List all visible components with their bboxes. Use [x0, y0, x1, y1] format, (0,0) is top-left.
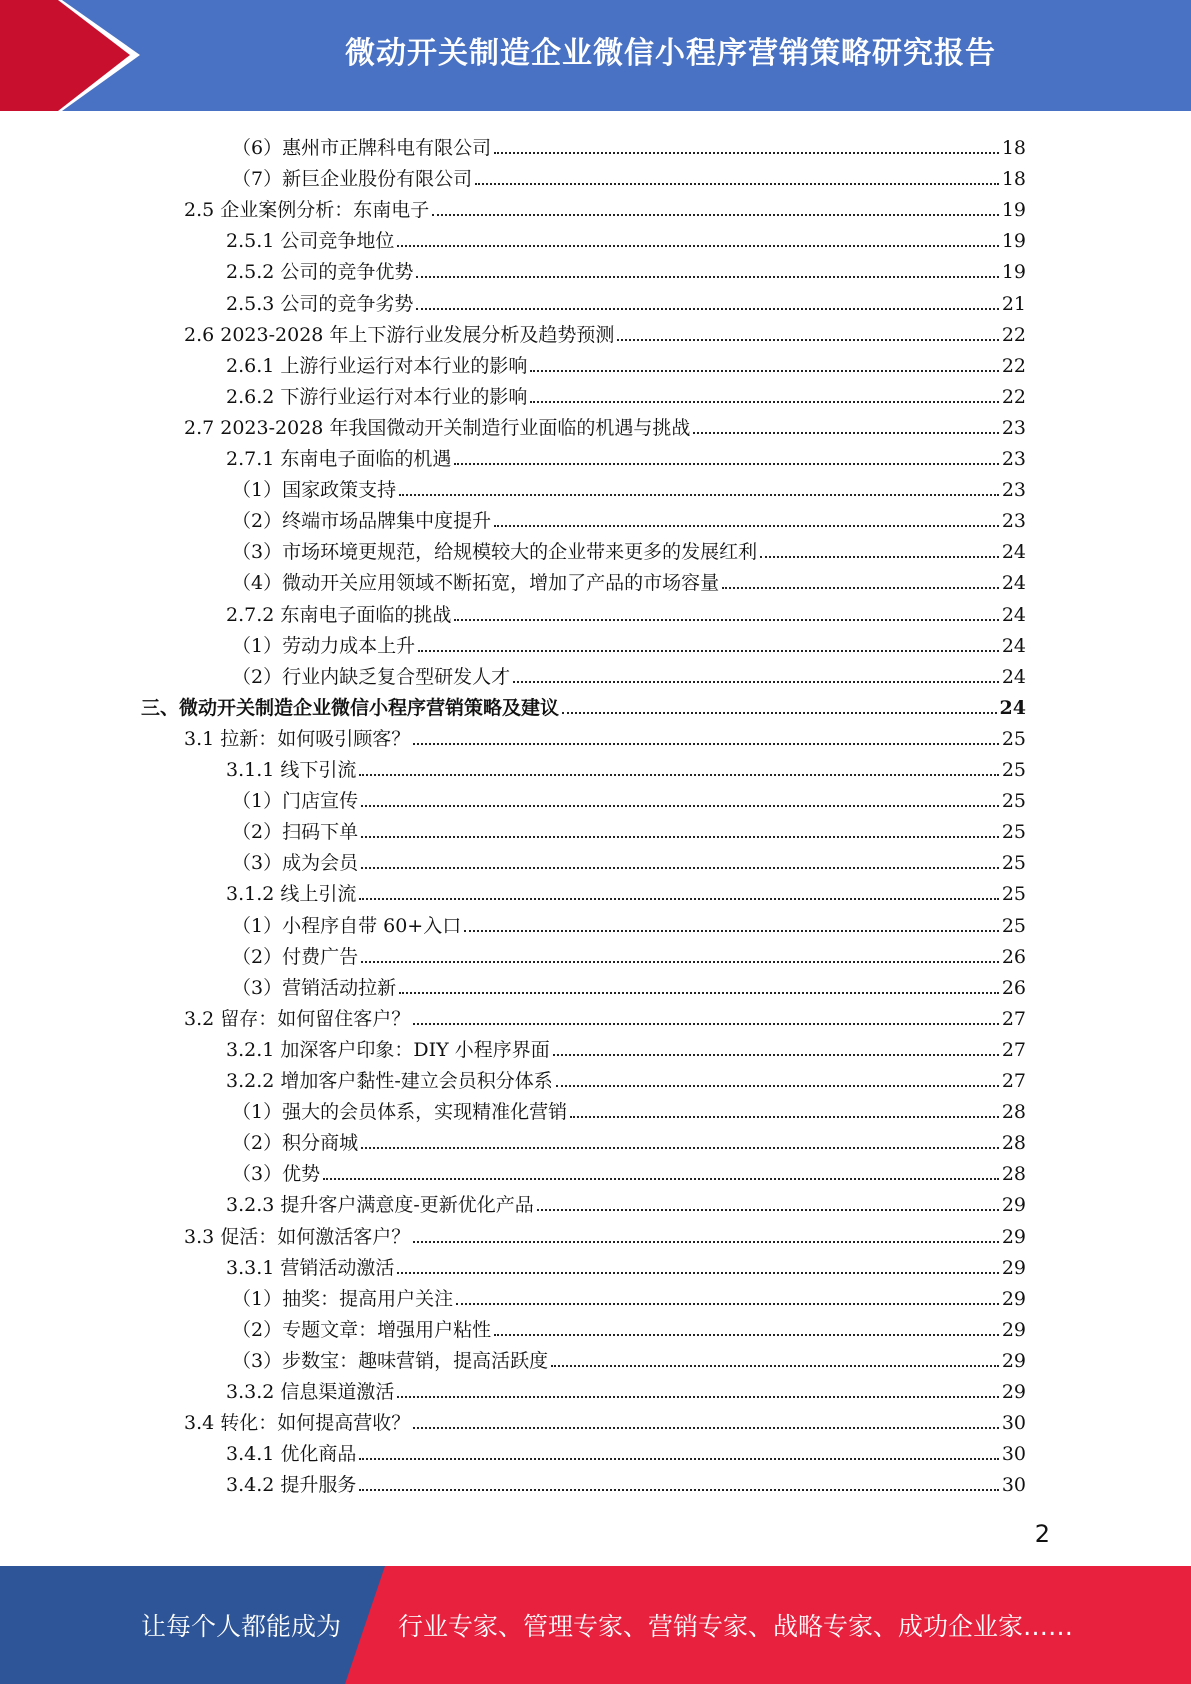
toc-entry-label: 2.6.2 下游行业运行对本行业的影响 [226, 385, 528, 408]
page-number: 2 [1034, 1520, 1050, 1548]
toc-entry[interactable] [232, 968, 1026, 999]
toc-entry-page: 25 [1001, 852, 1026, 875]
toc-dot-leader [494, 152, 999, 154]
toc-entry[interactable] [232, 1123, 1026, 1154]
toc-dot-leader [359, 898, 998, 900]
toc-entry-label: 3.3.2 信息渠道激活 [226, 1381, 395, 1403]
toc-entry[interactable] [232, 781, 1026, 812]
toc-entry[interactable] [226, 750, 1026, 781]
toc-entry[interactable] [226, 1465, 1026, 1496]
toc-dot-leader [323, 1178, 999, 1180]
toc-entry-page: 26 [1001, 976, 1026, 999]
toc-entry-label: 3.1.2 线上引流 [226, 883, 357, 906]
toc-dot-leader [464, 930, 999, 932]
toc-entry-page: 24 [1001, 665, 1026, 688]
toc-entry[interactable] [232, 1310, 1026, 1341]
header-arrow-decoration [0, 0, 150, 111]
toc-entry[interactable] [226, 1248, 1026, 1279]
toc-entry-page: 22 [1001, 354, 1026, 377]
toc-entry-label: 2.7 2023-2028 年我国微动开关制造行业面临的机遇与挑战 [184, 416, 691, 439]
toc-dot-leader [617, 339, 998, 341]
toc-entry[interactable] [232, 501, 1026, 532]
toc-entry-page: 18 [1001, 168, 1026, 191]
toc-entry-page: 28 [1001, 1101, 1026, 1124]
toc-entry-label: （3）优势 [232, 1163, 321, 1186]
toc-dot-leader [361, 961, 999, 963]
toc-entry[interactable] [232, 843, 1026, 874]
toc-entry-label: 3.4.2 提升服务 [226, 1474, 357, 1497]
toc-entry-page: 19 [1001, 199, 1026, 222]
toc-entry-label: 2.5 企业案例分析：东南电子 [184, 199, 430, 222]
toc-entry-page: 30 [1001, 1412, 1026, 1435]
toc-entry-page: 19 [1001, 230, 1026, 253]
toc-entry[interactable] [184, 1217, 1026, 1248]
toc-dot-leader [722, 587, 999, 589]
toc-entry-page: 27 [1001, 1070, 1026, 1092]
toc-entry-label: （1）门店宣传 [232, 790, 359, 813]
toc-dot-leader [454, 619, 998, 621]
toc-entry-label: （1）强大的会员体系，实现精准化营销 [232, 1101, 568, 1124]
toc-dot-leader [359, 774, 998, 776]
toc-dot-leader [399, 992, 999, 994]
toc-entry-page: 29 [1001, 1381, 1026, 1403]
toc-dot-leader [397, 1396, 998, 1398]
toc-dot-leader [454, 463, 998, 465]
toc-entry-label: （3）营销活动拉新 [232, 976, 397, 999]
toc-entry-page: 29 [1001, 1194, 1026, 1217]
toc-entry[interactable] [232, 470, 1026, 501]
toc-entry-label: 3.2 留存：如何留住客户？ [184, 1007, 411, 1030]
toc-entry-label: （2）行业内缺乏复合型研发人才 [232, 665, 511, 688]
toc-dot-leader [551, 1365, 999, 1367]
toc-entry[interactable] [232, 906, 1026, 937]
toc-entry[interactable] [226, 346, 1026, 377]
toc-entry-label: 2.7.2 东南电子面临的挑战 [226, 603, 452, 626]
toc-entry-label: （1）小程序自带 60+入口 [232, 914, 462, 937]
toc-dot-leader [537, 1209, 999, 1211]
toc-dot-leader [416, 308, 998, 310]
toc-entry-label: 3.2.2 增加客户黏性-建立会员积分体系 [226, 1070, 553, 1092]
toc-entry-label: 2.7.1 东南电子面临的机遇 [226, 448, 452, 470]
toc-entry-label: （1）国家政策支持 [232, 479, 397, 502]
toc-entry-label: 3.2.1 加深客户印象：DIY 小程序界面 [226, 1038, 550, 1061]
toc-entry-page: 23 [1001, 510, 1026, 533]
toc-entry-page: 22 [1001, 323, 1026, 346]
toc-entry-label: 3.1.1 线下引流 [226, 759, 357, 781]
toc-entry-page: 24 [999, 696, 1026, 719]
toc-dot-leader [361, 867, 999, 869]
footer-banner [0, 1566, 1191, 1684]
toc-dot-leader [556, 1085, 999, 1087]
toc-entry-page: 24 [1001, 572, 1026, 595]
toc-dot-leader [397, 245, 998, 247]
toc-entry-label: （6）惠州市正牌科电有限公司 [232, 137, 492, 159]
toc-entry[interactable] [226, 874, 1026, 905]
toc-entry[interactable] [184, 190, 1026, 221]
toc-entry-page: 28 [1001, 1163, 1026, 1186]
toc-entry[interactable] [232, 1341, 1026, 1372]
toc-dot-leader [553, 1054, 999, 1056]
toc-entry-label: （3）市场环境更规范，给规模较大的企业带来更多的发展红利 [232, 541, 758, 564]
toc-entry[interactable] [226, 1372, 1026, 1403]
toc-entry-page: 29 [1001, 1256, 1026, 1279]
toc-entry-label: 3.1 拉新：如何吸引顾客？ [184, 727, 411, 750]
toc-entry[interactable] [232, 532, 1026, 563]
footer-slogan-left: 让每个人都能成为 [141, 1612, 342, 1641]
toc-entry-label: （1）抽奖：提高用户关注 [232, 1287, 454, 1310]
toc-entry-page: 25 [1001, 883, 1026, 906]
toc-entry[interactable] [232, 937, 1026, 968]
toc-dot-leader [494, 525, 999, 527]
toc-entry-page: 29 [1001, 1349, 1026, 1372]
toc-entry[interactable] [232, 159, 1026, 190]
toc-entry[interactable] [184, 315, 1026, 346]
toc-dot-leader [456, 1303, 999, 1305]
toc-dot-leader [361, 1147, 999, 1149]
toc-entry[interactable] [226, 221, 1026, 252]
toc-entry-label: （7）新巨企业股份有限公司 [232, 168, 473, 191]
toc-entry[interactable] [184, 719, 1026, 750]
toc-entry-label: 3.4 转化：如何提高营收？ [184, 1412, 411, 1435]
footer-slogan-right: 行业专家、管理专家、营销专家、战略专家、成功企业家…… [398, 1612, 1074, 1641]
toc-dot-leader [359, 1489, 998, 1491]
page-title: 微动开关制造企业微信小程序营销策略研究报告 [345, 36, 996, 71]
toc-dot-leader [413, 1023, 999, 1025]
toc-entry-page: 29 [1001, 1225, 1026, 1248]
toc-dot-leader [399, 494, 999, 496]
toc-entry[interactable] [226, 595, 1026, 626]
toc-entry-page: 23 [1001, 416, 1026, 439]
toc-entry-page: 23 [1001, 448, 1026, 470]
toc-entry[interactable] [184, 408, 1026, 439]
toc-entry-label: （2）专题文章：增强用户粘性 [232, 1318, 492, 1341]
toc-dot-leader [513, 681, 999, 683]
toc-entry-page: 25 [1001, 759, 1026, 781]
toc-dot-leader [413, 1241, 999, 1243]
toc-entry[interactable] [226, 252, 1026, 283]
toc-dot-leader [432, 214, 999, 216]
toc-entry-label: 三、微动开关制造企业微信小程序营销策略及建议 [141, 696, 560, 719]
toc-entry[interactable] [226, 439, 1026, 470]
toc-dot-leader [416, 276, 998, 278]
toc-entry-label: （2）积分商城 [232, 1132, 359, 1155]
toc-dot-leader [359, 1458, 998, 1460]
toc-entry-page: 30 [1001, 1443, 1026, 1466]
toc-entry-page: 22 [1001, 385, 1026, 408]
toc-entry[interactable] [232, 626, 1026, 657]
toc-dot-leader [562, 712, 997, 714]
toc-entry-label: （2）终端市场品牌集中度提升 [232, 510, 492, 533]
toc-entry[interactable] [184, 1403, 1026, 1434]
toc-entry[interactable] [232, 563, 1026, 594]
toc-entry-label: 2.5.3 公司的竞争劣势 [226, 292, 414, 315]
toc-entry[interactable] [226, 1434, 1026, 1465]
toc-entry-page: 21 [1001, 292, 1026, 315]
toc-entry-page: 27 [1001, 1038, 1026, 1061]
toc-entry-label: （3）步数宝：趣味营销，提高活跃度 [232, 1349, 549, 1372]
toc-entry-label: （4）微动开关应用领域不断拓宽，增加了产品的市场容量 [232, 572, 720, 595]
toc-entry-page: 25 [1001, 790, 1026, 813]
toc-entry[interactable] [232, 1154, 1026, 1185]
toc-dot-leader [760, 556, 999, 558]
toc-entry-label: （1）劳动力成本上升 [232, 634, 416, 657]
toc-dot-leader [530, 401, 998, 403]
toc-entry[interactable] [226, 284, 1026, 315]
toc-entry[interactable] [232, 812, 1026, 843]
toc-entry[interactable] [232, 1092, 1026, 1123]
toc-entry[interactable] [141, 688, 1026, 719]
toc-entry-page: 25 [1001, 821, 1026, 844]
toc-entry-label: （2）扫码下单 [232, 821, 359, 844]
toc-entry-label: 2.6.1 上游行业运行对本行业的影响 [226, 354, 528, 377]
toc-entry-page: 18 [1001, 137, 1026, 159]
toc-entry[interactable] [226, 377, 1026, 408]
toc-entry-label: 3.2.3 提升客户满意度-更新优化产品 [226, 1194, 534, 1217]
toc-entry[interactable] [226, 1061, 1026, 1092]
toc-entry-label: （3）成为会员 [232, 852, 359, 875]
toc-dot-leader [418, 650, 999, 652]
toc-dot-leader [413, 743, 999, 745]
toc-entry-label: 2.6 2023-2028 年上下游行业发展分析及趋势预测 [184, 323, 615, 346]
toc-entry-page: 25 [1001, 727, 1026, 750]
toc-entry-page: 24 [1001, 634, 1026, 657]
toc-dot-leader [693, 432, 998, 434]
toc-entry-page: 25 [1001, 914, 1026, 937]
toc-entry[interactable] [226, 1030, 1026, 1061]
toc-entry[interactable] [184, 999, 1026, 1030]
toc-entry-page: 28 [1001, 1132, 1026, 1155]
toc-entry-label: 3.3 促活：如何激活客户？ [184, 1225, 411, 1248]
toc-entry[interactable] [232, 128, 1026, 159]
toc-entry-page: 23 [1001, 479, 1026, 502]
toc-dot-leader [413, 1427, 999, 1429]
toc-entry-label: 2.5.1 公司竞争地位 [226, 230, 395, 253]
toc-entry-label: 2.5.2 公司的竞争优势 [226, 261, 414, 284]
toc-entry-page: 29 [1001, 1287, 1026, 1310]
toc-entry-page: 24 [1001, 541, 1026, 564]
toc-entry-label: （2）付费广告 [232, 945, 359, 968]
toc-dot-leader [361, 836, 999, 838]
toc-entry[interactable] [232, 1279, 1026, 1310]
toc-entry-page: 24 [1001, 603, 1026, 626]
toc-entry-page: 27 [1001, 1007, 1026, 1030]
toc-entry-page: 30 [1001, 1474, 1026, 1497]
toc-entry-page: 26 [1001, 945, 1026, 968]
toc-dot-leader [361, 805, 999, 807]
toc-entry-page: 19 [1001, 261, 1026, 284]
toc-entry[interactable] [226, 1185, 1026, 1216]
toc-dot-leader [397, 1272, 998, 1274]
toc-entry[interactable] [232, 657, 1026, 688]
toc-dot-leader [530, 370, 998, 372]
toc-entry-label: 3.3.1 营销活动激活 [226, 1256, 395, 1279]
toc-entry-label: 3.4.1 优化商品 [226, 1443, 357, 1466]
toc-dot-leader [494, 1334, 999, 1336]
toc-entry-page: 29 [1001, 1318, 1026, 1341]
toc-dot-leader [570, 1116, 999, 1118]
header-banner [0, 0, 1191, 111]
toc-dot-leader [475, 183, 999, 185]
